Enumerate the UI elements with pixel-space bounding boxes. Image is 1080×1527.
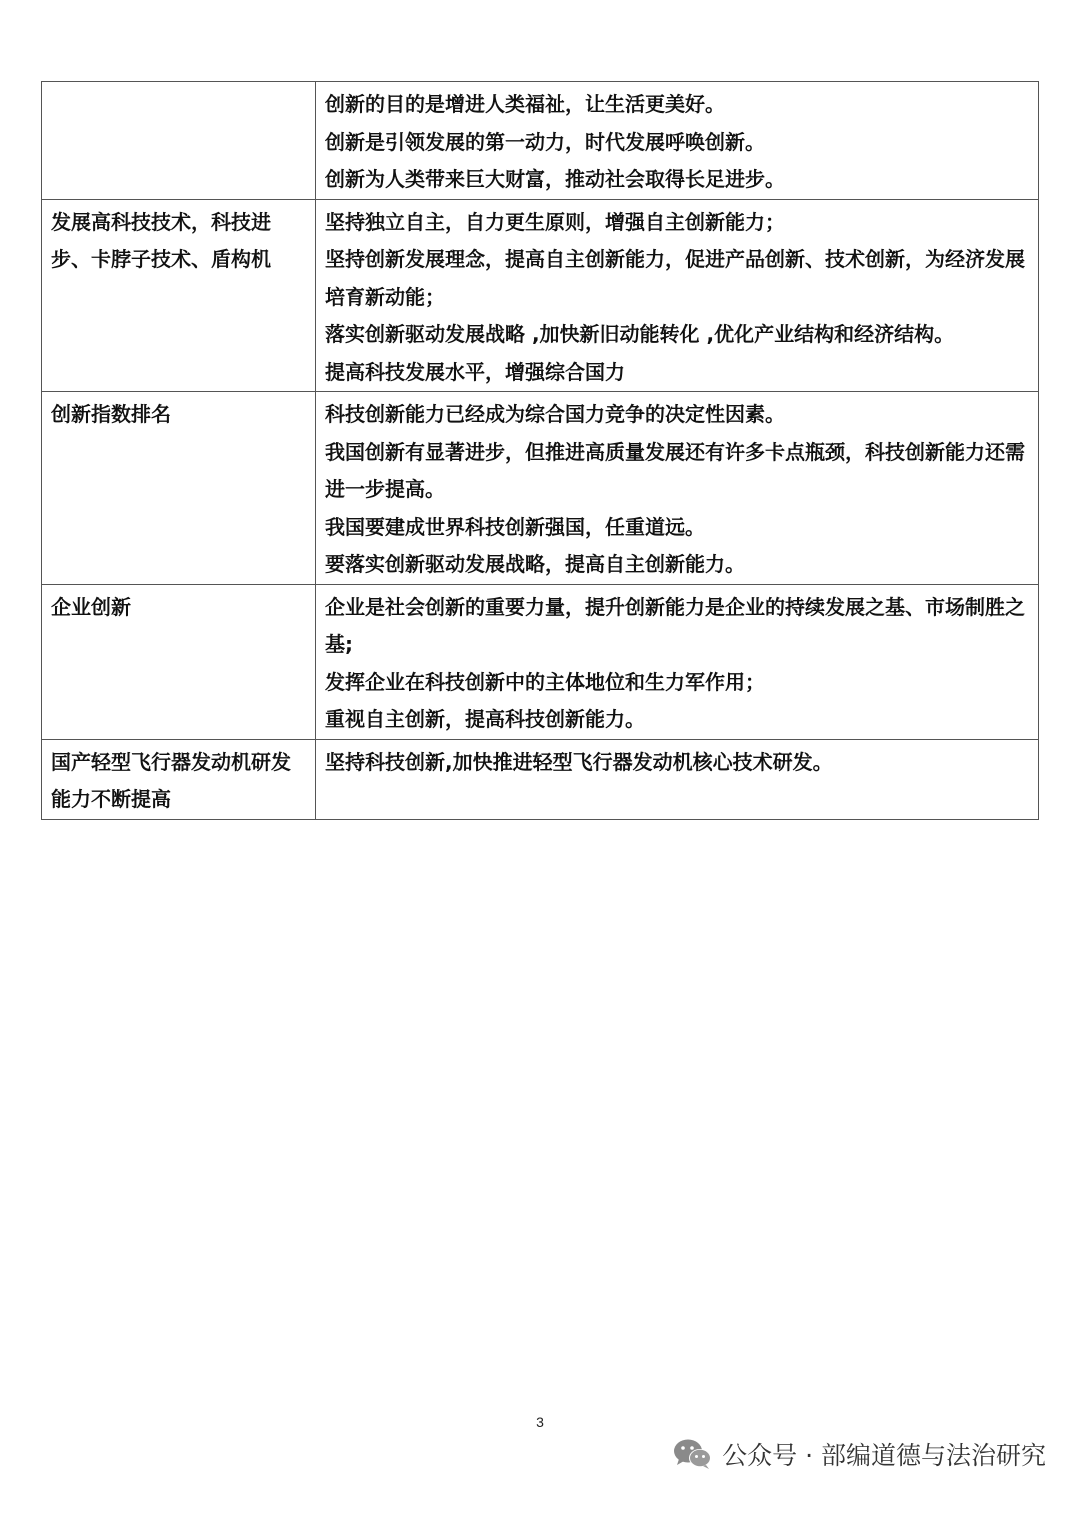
content-table [41,81,1039,820]
footer-watermark [672,1431,1046,1477]
point-text: 发挥企业在科技创新中的主体地位和生力军作用； [325,669,765,694]
point-text: 创新是引领发展的第一动力，时代发展呼唤创新。 [325,129,765,154]
topic-cell [42,82,316,200]
points-cell [316,739,1039,819]
topic-cell [42,584,316,739]
point-text: 落实创新驱动发展战略 ,加快新旧动能转化 ,优化产业结构和经济结构。 [325,322,955,346]
table-row [42,392,1039,585]
point-text: 我国要建成世界科技创新强国，任重道远。 [325,514,705,539]
point-text: 坚持创新发展理念，提高自主创新能力，促进产品创新、技术创新，为经济发展培育新动能； [325,247,1025,309]
topic-text: 国产轻型飞行器发动机研发能力不断提高 [51,749,291,811]
point-text: 提高科技发展水平，增强综合国力 [325,359,625,384]
point-text: 创新的目的是增进人类福祉，让生活更美好。 [325,92,725,116]
point-text: 科技创新能力已经成为综合国力竞争的决定性因素。 [325,402,785,426]
topic-text: 发展高科技技术，科技进步、卡脖子技术、盾构机 [51,209,271,271]
topic-cell [42,739,316,819]
points-cell [316,584,1039,739]
table-row [42,584,1039,739]
point-text: 我国创新有显著进步，但推进高质量发展还有许多卡点瓶颈，科技创新能力还需进一步提高。 [325,439,1025,501]
footer-text: 公众号 · 部编道德与法治研究 [722,1441,1046,1470]
points-cell [316,199,1039,392]
topic-text: 创新指数排名 [51,402,171,426]
point-text: 创新为人类带来巨大财富，推动社会取得长足进步。 [325,167,785,191]
points-cell [316,392,1039,585]
topic-cell [42,392,316,585]
topic-cell [42,199,316,392]
points-cell [316,82,1039,200]
table-row [42,82,1039,200]
wechat-icon [672,1437,714,1471]
point-text: 要落实创新驱动发展战略，提高自主创新能力。 [325,552,745,576]
page-number: 3 [536,1414,544,1430]
table-row [42,199,1039,392]
point-text: 坚持独立自主，自力更生原则，增强自主创新能力； [325,209,785,234]
table-row [42,739,1039,819]
point-text: 企业是社会创新的重要力量，提升创新能力是企业的持续发展之基、市场制胜之基; [325,594,1025,656]
point-text: 坚持科技创新,加快推进轻型飞行器发动机核心技术研发。 [325,749,833,774]
point-text: 重视自主创新，提高科技创新能力。 [325,707,645,731]
topic-text: 企业创新 [51,594,131,619]
